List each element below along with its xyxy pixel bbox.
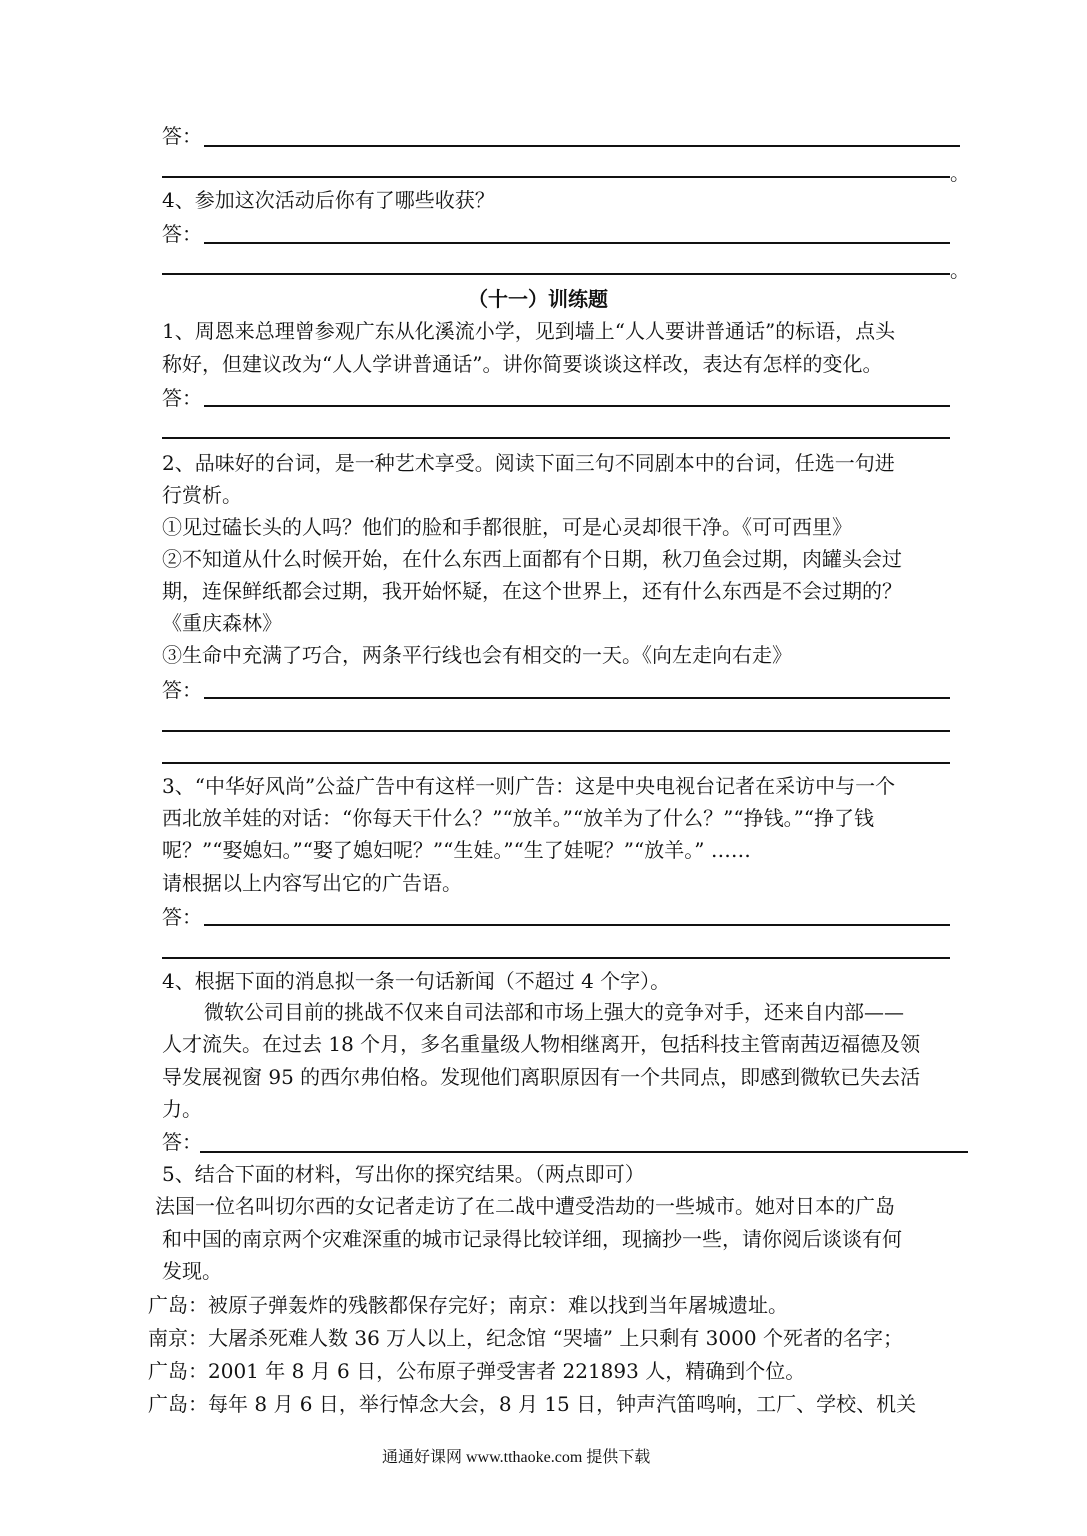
answer-label: 答：	[162, 124, 202, 148]
answer-label: 答：	[162, 905, 202, 929]
q5-material: 广岛：被原子弹轰炸的残骸都保存完好；南京：难以找到当年屠城遗址。	[148, 1293, 788, 1317]
q5-text: 5、结合下面的材料，写出你的探究结果。（两点即可）	[162, 1162, 645, 1186]
q3-text: 3、“中华好风尚”公益广告中有这样一则广告：这是中央电视台记者在采访中与一个	[162, 774, 896, 798]
q4-text: 微软公司目前的挑战不仅来自司法部和市场上强大的竞争对手，还来自内部——	[204, 1000, 904, 1024]
answer-line[interactable]	[200, 1151, 968, 1153]
answer-line[interactable]	[204, 697, 950, 699]
q5-material: 广岛：2001 年 8 月 6 日，公布原子弹受害者 221893 人，精确到个位。	[148, 1359, 806, 1383]
answer-label: 答：	[162, 678, 202, 702]
page-footer: 通通好课网 www.tthaoke.com 提供下载	[382, 1449, 651, 1466]
q1-text: 称好，但建议改为“人人学讲普通话”。讲你简要谈谈这样改，表达有怎样的变化。	[162, 352, 883, 376]
q2-quote: 期，连保鲜纸都会过期，我开始怀疑，在这个世界上，还有什么东西是不会过期的？	[162, 579, 902, 603]
section-title: （十一）训练题	[468, 287, 608, 311]
q3-text: 呢？”“娶媳妇。”“娶了媳妇呢？”“生娃。”“生了娃呢？”“放羊。” ……	[162, 838, 751, 862]
answer-line[interactable]	[162, 957, 950, 959]
answer-line[interactable]	[162, 273, 950, 275]
answer-line[interactable]	[204, 242, 950, 244]
answer-line[interactable]	[204, 405, 950, 407]
q1-text: 1、周恩来总理曾参观广东从化溪流小学，见到墙上“人人要讲普通话”的标语，点头	[162, 319, 896, 343]
question-4-activity: 4、参加这次活动后你有了哪些收获？	[162, 188, 495, 212]
q2-quote: 《重庆森林》	[162, 611, 282, 635]
q2-quote: ①见过磕长头的人吗？他们的脸和手都很脏，可是心灵却很干净。《可可西里》	[162, 515, 852, 539]
period: 。	[950, 258, 970, 282]
q2-quote: ③生命中充满了巧合，两条平行线也会有相交的一天。《向左走向右走》	[162, 643, 792, 667]
q3-text: 西北放羊娃的对话：“你每天干什么？”“放羊。”“放羊为了什么？”“挣钱。”“挣了钱	[162, 806, 875, 830]
answer-line[interactable]	[162, 437, 950, 439]
answer-line[interactable]	[204, 145, 960, 147]
answer-label: 答：	[162, 222, 202, 246]
answer-line[interactable]	[162, 730, 950, 732]
q2-text: 行赏析。	[162, 483, 242, 507]
q5-text: 法国一位名叫切尔西的女记者走访了在二战中遭受浩劫的一些城市。她对日本的广岛	[155, 1194, 895, 1218]
answer-line[interactable]	[204, 924, 950, 926]
q3-text: 请根据以上内容写出它的广告语。	[162, 871, 462, 895]
q4-text: 导发展视窗 95 的西尔弗伯格。发现他们离职原因有一个共同点，即感到微软已失去活	[162, 1065, 921, 1089]
q5-material: 南京：大屠杀死难人数 36 万人以上，纪念馆 “哭墙” 上只剩有 3000 个死者的名字；	[148, 1326, 903, 1350]
q4-text: 力。	[162, 1097, 202, 1121]
q5-text: 和中国的南京两个灾难深重的城市记录得比较详细，现摘抄一些，请你阅后谈谈有何	[162, 1227, 902, 1251]
answer-line[interactable]	[162, 762, 950, 764]
answer-label: 答：	[162, 1130, 202, 1154]
period: 。	[950, 161, 970, 185]
q5-material: 广岛：每年 8 月 6 日，举行悼念大会，8 月 15 日，钟声汽笛鸣响，工厂、学校、机关	[148, 1392, 917, 1416]
q2-quote: ②不知道从什么时候开始，在什么东西上面都有个日期，秋刀鱼会过期，肉罐头会过	[162, 547, 902, 571]
q4-text: 人才流失。在过去 18 个月，多名重量级人物相继离开，包括科技主管南茜迈福德及领	[162, 1032, 921, 1056]
answer-label: 答：	[162, 386, 202, 410]
q2-text: 2、品味好的台词，是一种艺术享受。阅读下面三句不同剧本中的台词，任选一句进	[162, 451, 895, 475]
answer-line[interactable]	[162, 176, 950, 178]
q4-text: 4、根据下面的消息拟一条一句话新闻（不超过 4 个字）。	[162, 969, 671, 993]
q5-text: 发现。	[162, 1259, 222, 1283]
